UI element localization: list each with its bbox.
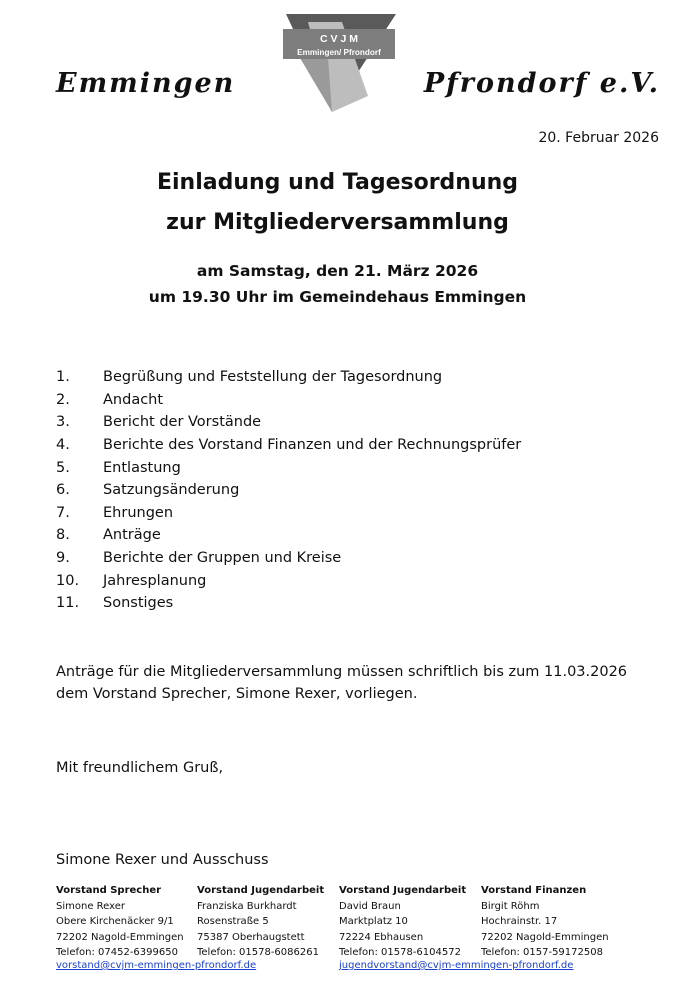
- agenda-text: Ehrungen: [103, 504, 174, 521]
- agenda-number: 4.: [56, 437, 70, 454]
- subtitle-line-2: um 19.30 Uhr im Gemeindehaus Emmingen: [148, 288, 527, 306]
- footer-heading: Vorstand Sprecher: [56, 885, 162, 896]
- footer-street: Obere Kirchenäcker 9/1: [56, 916, 174, 927]
- footer-city: 72202 Nagold-Emmingen: [56, 931, 184, 943]
- footer-name: Franziska Burkhardt: [197, 900, 297, 912]
- agenda-number: 3.: [56, 414, 70, 431]
- footer-name: Simone Rexer: [56, 900, 126, 912]
- agenda-text: Jahresplanung: [103, 572, 207, 589]
- agenda-number: 6.: [56, 482, 70, 499]
- agenda-item: [56, 434, 521, 457]
- footer-street: Rosenstraße 5: [197, 916, 269, 927]
- footer-contact-jugendarbeit-2: [339, 883, 466, 961]
- logo-wedge: [300, 58, 332, 112]
- agenda-item: [56, 389, 521, 412]
- footer-heading: Vorstand Finanzen: [481, 885, 587, 896]
- agenda-item: [56, 569, 521, 592]
- agenda-item: [56, 547, 521, 570]
- agenda-item: [56, 524, 521, 547]
- agenda-text: Sonstiges: [103, 595, 174, 612]
- email-link-jugendvorstand[interactable]: jugendvorstand@cvjm-emmingen-pfrondorf.de: [339, 960, 574, 971]
- title-line-2: zur Mitgliederversammlung: [166, 210, 509, 235]
- agenda-number: 8.: [56, 527, 70, 544]
- agenda-number: 11.: [56, 595, 80, 612]
- agenda-item: [56, 592, 521, 615]
- agenda-item: [56, 479, 521, 502]
- agenda-number: 2.: [56, 391, 70, 408]
- footer-city: 72224 Ebhausen: [339, 931, 424, 943]
- logo-text-bottom: Emmingen/ Pfrondorf: [297, 48, 381, 57]
- footer-street: Marktplatz 10: [339, 916, 408, 927]
- agenda-number: 5.: [56, 459, 70, 476]
- agenda-text: Andacht: [103, 391, 164, 408]
- greeting: Mit freundlichem Gruß,: [56, 760, 224, 776]
- footer-city: 75387 Oberhaugstett: [197, 931, 305, 943]
- cvjm-logo: [270, 12, 400, 116]
- paragraph-line-2: dem Vorstand Sprecher, Simone Rexer, vorliegen.: [56, 686, 418, 702]
- agenda-text: Satzungsänderung: [103, 482, 240, 499]
- agenda-text: Berichte der Gruppen und Kreise: [103, 550, 342, 567]
- footer-name: David Braun: [339, 900, 401, 912]
- agenda-number: 10.: [56, 572, 80, 589]
- footer-heading: Vorstand Jugendarbeit: [339, 885, 467, 896]
- footer-contact-jugendarbeit-1: [197, 883, 324, 961]
- agenda-number: 7.: [56, 504, 70, 521]
- agenda-text: Entlastung: [103, 459, 181, 476]
- paragraph-line-1: Anträge für die Mitgliederversammlung müssen schriftlich bis zum 11.03.2026: [56, 664, 628, 680]
- agenda-list: [56, 366, 521, 615]
- footer-phone: Telefon: 01578-6086261: [197, 947, 319, 958]
- footer-contact-sprecher: [56, 883, 184, 961]
- agenda-text: Bericht der Vorstände: [103, 414, 262, 431]
- footer-heading: Vorstand Jugendarbeit: [197, 885, 325, 896]
- footer-phone: Telefon: 07452-6399650: [56, 947, 178, 958]
- agenda-item: [56, 366, 521, 389]
- footer-street: Hochrainstr. 17: [481, 916, 558, 927]
- agenda-item: [56, 456, 521, 479]
- logo-text-top: C V J M: [320, 33, 358, 45]
- agenda-number: 9.: [56, 550, 70, 567]
- agenda-item: [56, 502, 521, 525]
- agenda-number: 1.: [56, 369, 70, 386]
- header-town-right: Pfrondorf e.V.: [423, 68, 660, 99]
- agenda-text: Berichte des Vorstand Finanzen und der Rechnungsprüfer: [103, 437, 522, 454]
- footer-name: Birgit Röhm: [481, 900, 540, 912]
- agenda-text: Anträge: [103, 527, 161, 544]
- footer-phone: Telefon: 0157-59172508: [481, 947, 603, 958]
- email-link-vorstand[interactable]: vorstand@cvjm-emmingen-pfrondorf.de: [56, 960, 257, 971]
- title-line-1: Einladung und Tagesordnung: [156, 170, 519, 195]
- agenda-item: [56, 411, 521, 434]
- document-date: 20. Februar 2026: [538, 130, 659, 146]
- footer-city: 72202 Nagold-Emmingen: [481, 931, 609, 943]
- footer-phone: Telefon: 01578-6104572: [339, 947, 461, 958]
- footer-contact-finanzen: [481, 883, 609, 961]
- signature: Simone Rexer und Ausschuss: [56, 852, 269, 868]
- header-town-left: Emmingen: [56, 68, 236, 99]
- deadline-paragraph: [56, 661, 656, 705]
- subtitle-line-1: am Samstag, den 21. März 2026: [196, 262, 479, 280]
- agenda-text: Begrüßung und Feststellung der Tagesordnung: [103, 369, 443, 386]
